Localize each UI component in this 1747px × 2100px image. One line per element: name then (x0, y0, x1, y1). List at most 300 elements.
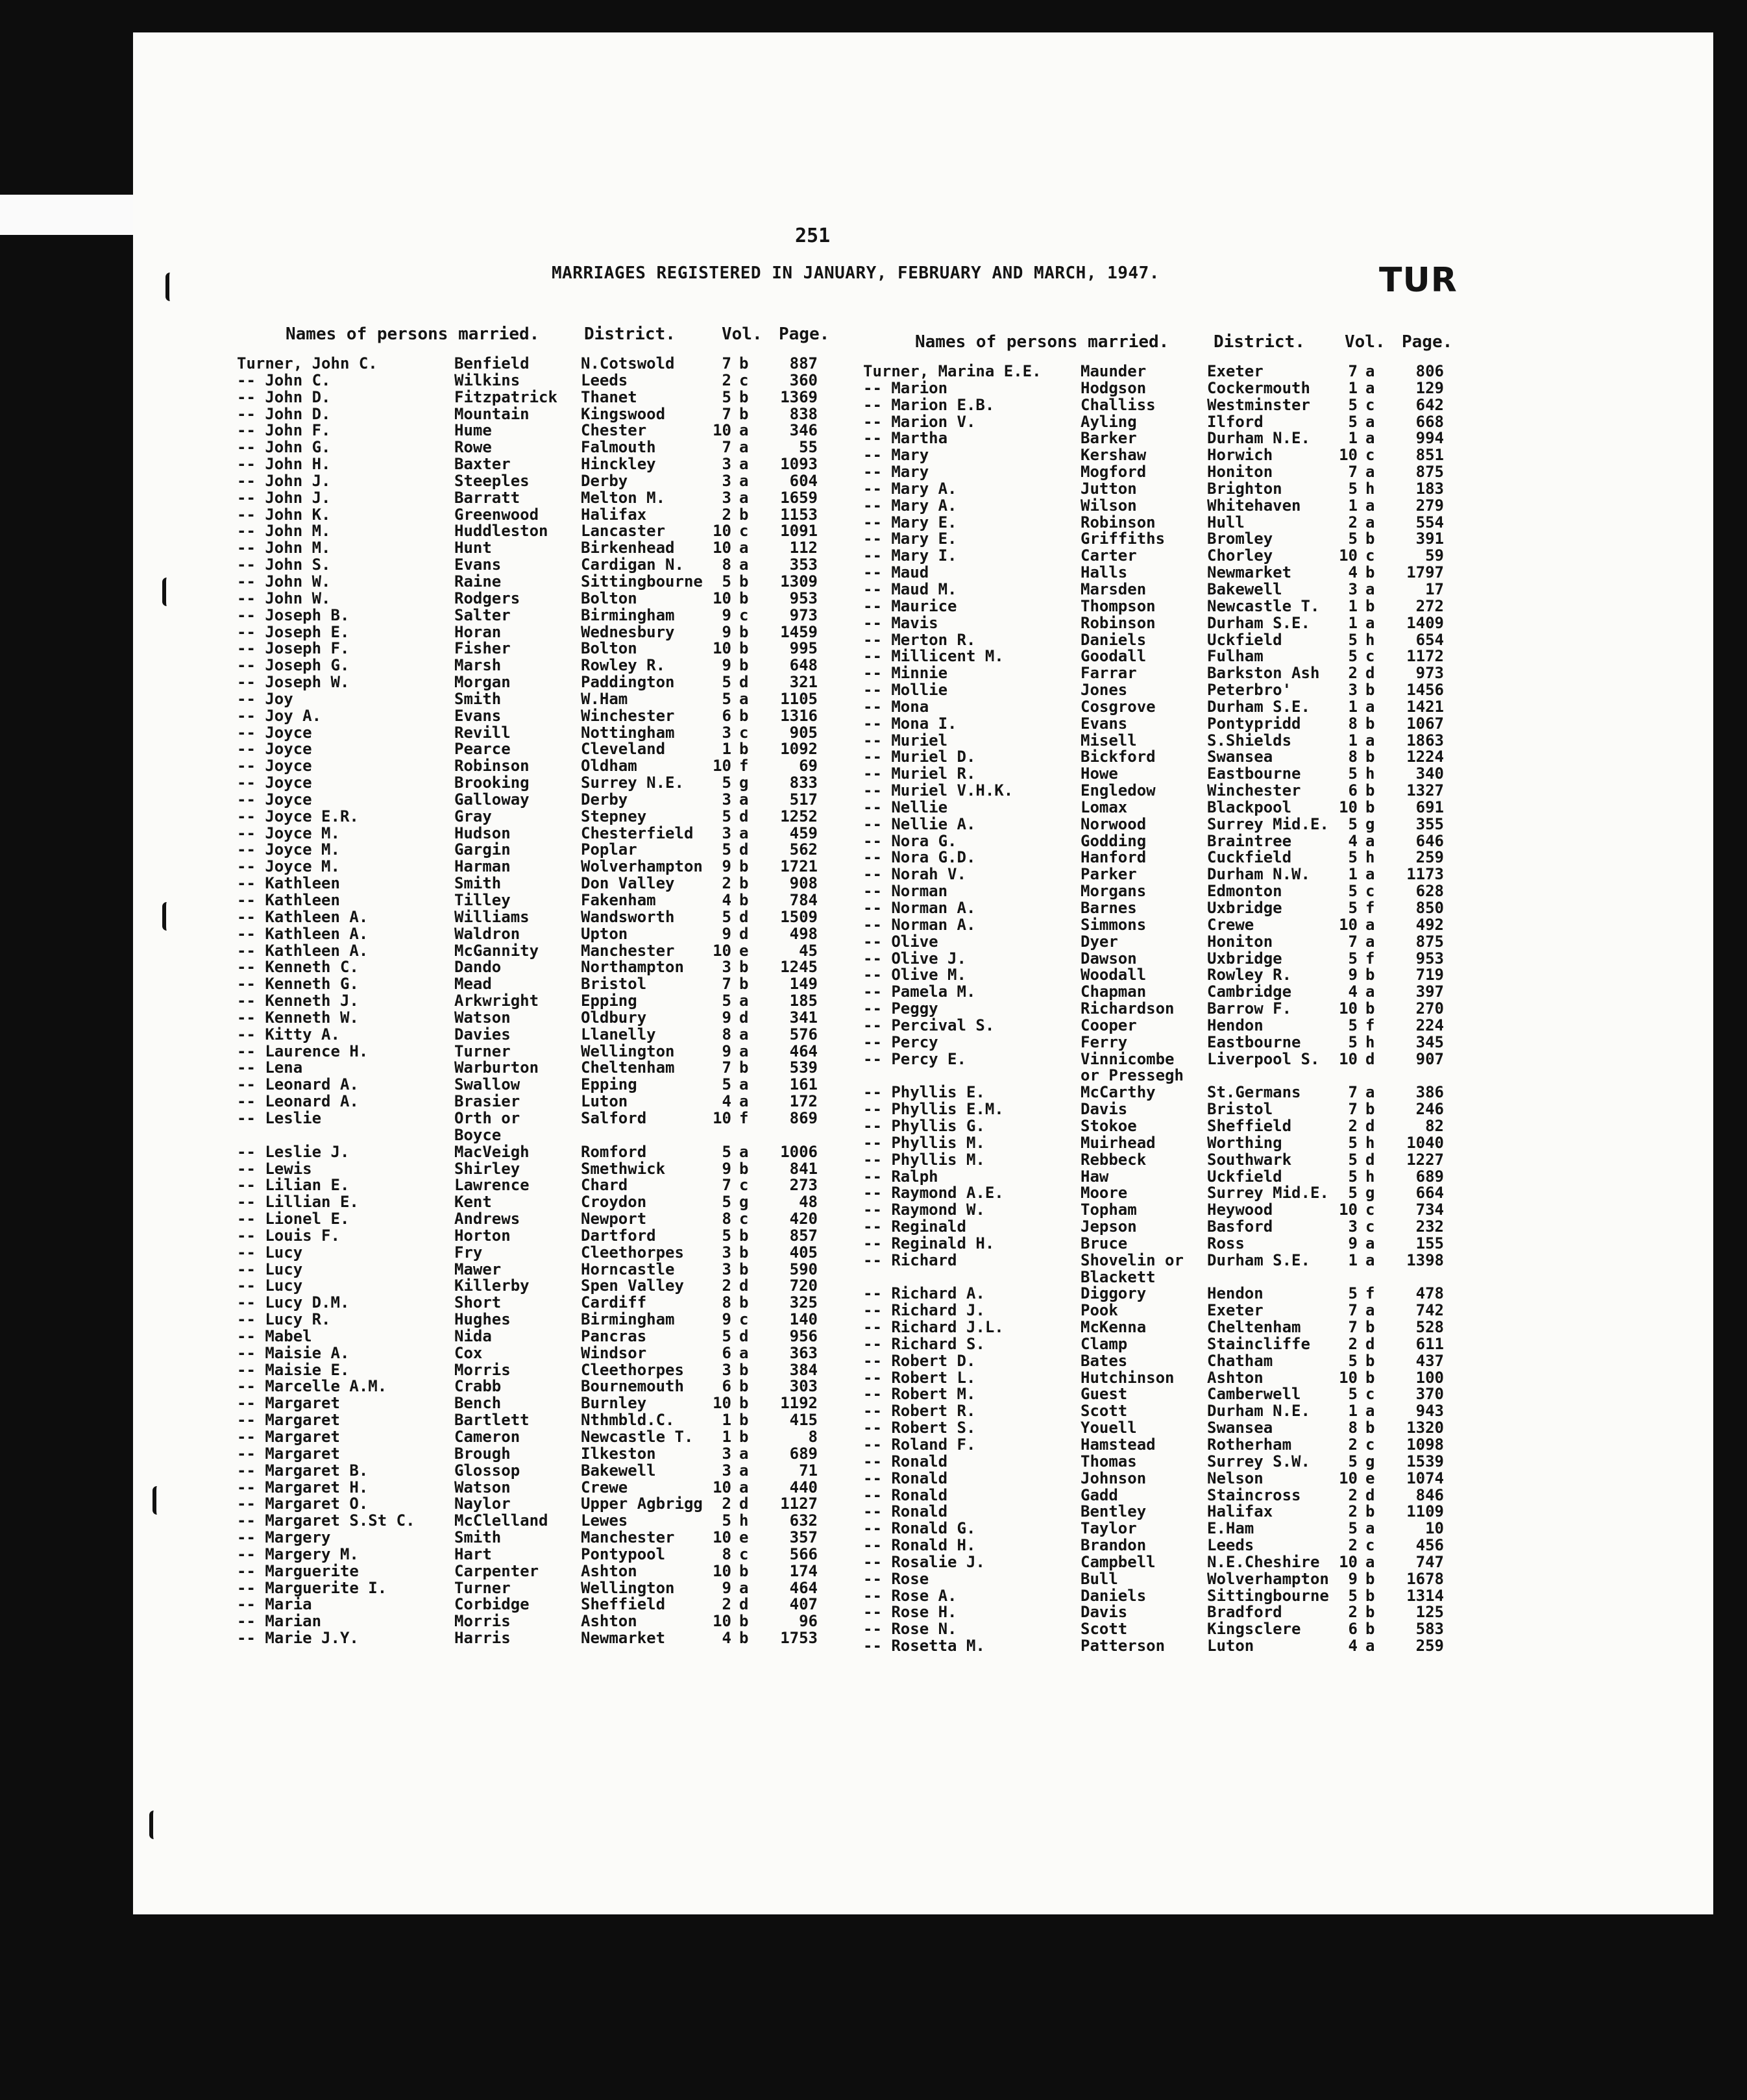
spouse-surname: Tilley (454, 891, 511, 909)
binder-hole-mark (153, 1486, 165, 1515)
page-ref: 17 (1425, 580, 1444, 598)
spouse-surname: Vinnicombe (1081, 1049, 1175, 1068)
district: Ilkeston (581, 1444, 656, 1463)
entry-name: -- Margaret (237, 1394, 340, 1413)
page-ref: 995 (789, 639, 818, 658)
volume-part: a (1365, 1519, 1375, 1538)
volume-part: a (1365, 731, 1375, 750)
volume-part: a (1365, 362, 1375, 380)
page-ref: 691 (1415, 798, 1444, 816)
spouse-surname: Challiss (1081, 395, 1156, 414)
spouse-surname: Fitzpatrick (454, 387, 557, 406)
spouse-surname: Jutton (1081, 479, 1137, 498)
volume: 5 (1348, 848, 1358, 867)
spouse-surname: Morgan (454, 673, 511, 692)
district: Oldbury (581, 1008, 647, 1027)
district: Hull (1207, 513, 1245, 531)
entry-name: -- Joyce (237, 790, 312, 809)
page-ref: 407 (789, 1595, 818, 1614)
page-ref: 611 (1415, 1334, 1444, 1353)
volume-part: d (1365, 664, 1375, 683)
district: Chester (581, 421, 647, 440)
volume: 5 (1348, 814, 1358, 833)
spouse-surname: Ayling (1081, 412, 1137, 431)
volume: 9 (722, 1578, 731, 1597)
entry-name: -- Margaret O. (237, 1495, 369, 1513)
page-ref: 341 (789, 1008, 818, 1027)
page-ref: 604 (789, 471, 818, 490)
district: Derby (581, 790, 628, 809)
spouse-surname: Mead (454, 975, 492, 994)
district: Durham S.E. (1207, 1251, 1310, 1269)
spouse-surname: Hunt (454, 539, 492, 557)
page-ref: 386 (1415, 1083, 1444, 1102)
volume: 2 (1348, 1485, 1358, 1504)
volume: 8 (722, 1544, 731, 1563)
spouse-surname: Horan (454, 622, 502, 641)
district: Wolverhampton (581, 857, 703, 876)
volume-part: a (1365, 1402, 1375, 1421)
volume: 8 (1348, 1419, 1358, 1437)
entry-name: -- Mona (863, 697, 929, 716)
page-ref: 82 (1425, 1116, 1444, 1135)
volume-part: d (739, 840, 749, 859)
volume: 5 (722, 1326, 731, 1345)
page-ref: 838 (789, 404, 818, 423)
entry-name: -- Phyllis M. (863, 1133, 985, 1152)
district: Uckfield (1207, 1167, 1282, 1186)
page-ref: 554 (1415, 513, 1444, 531)
page-ref: 1863 (1406, 731, 1444, 750)
entry-name: -- Raymond A.E. (863, 1184, 1004, 1203)
spouse-surname: Rodgers (454, 589, 520, 607)
page-ref: 1456 (1406, 681, 1444, 700)
entry-name: -- Lucy R. (237, 1310, 331, 1329)
page-ref: 943 (1415, 1402, 1444, 1421)
volume: 4 (1348, 983, 1358, 1001)
spouse-surname: Richardson (1081, 999, 1175, 1018)
volume-part: a (739, 1092, 749, 1111)
page-ref: 459 (789, 824, 818, 842)
volume: 2 (722, 1495, 731, 1513)
page-ref: 1678 (1406, 1569, 1444, 1588)
district: Salford (581, 1108, 647, 1127)
spouse-surname: Barker (1081, 429, 1137, 448)
volume: 9 (722, 1008, 731, 1027)
district: Durham N.E. (1207, 1402, 1310, 1421)
entry-name: -- Norman A. (863, 899, 976, 917)
volume-part: b (739, 1394, 749, 1413)
page-ref: 1040 (1406, 1133, 1444, 1152)
volume-part: g (1365, 814, 1375, 833)
district: Birmingham (581, 605, 675, 624)
binder-hole-mark (162, 578, 175, 606)
volume-part: b (739, 404, 749, 423)
volume: 10 (713, 1394, 731, 1413)
spouse-surname: Marsden (1081, 580, 1147, 598)
district: Brighton (1207, 479, 1282, 498)
entry-name: -- Richard (863, 1251, 957, 1269)
spouse-surname: Fry (454, 1243, 483, 1262)
page-ref: 279 (1415, 496, 1444, 515)
entry-name: -- Margaret (237, 1428, 340, 1446)
page-ref: 185 (789, 992, 818, 1010)
entry-name: -- Mary E. (863, 513, 957, 531)
page-ref: 1173 (1406, 865, 1444, 884)
district: Durham S.E. (1207, 613, 1310, 632)
volume: 6 (1348, 1620, 1358, 1639)
district: Newcastle T. (1207, 596, 1320, 615)
spouse-surname: Evans (454, 706, 502, 725)
volume: 3 (722, 824, 731, 842)
page-ref: 887 (789, 354, 818, 372)
entry-name: -- Kathleen (237, 891, 340, 909)
volume: 10 (713, 757, 731, 775)
page-ref: 664 (1415, 1184, 1444, 1203)
district: Leeds (581, 371, 628, 389)
volume-part: a (739, 556, 749, 574)
volume: 5 (1348, 899, 1358, 917)
page-ref: 125 (1415, 1603, 1444, 1622)
volume: 10 (713, 1108, 731, 1127)
volume: 2 (722, 371, 731, 389)
volume-part: a (739, 438, 749, 457)
volume-part: a (739, 992, 749, 1010)
page-ref: 370 (1415, 1385, 1444, 1404)
district: Llanelly (581, 1025, 656, 1044)
volume-part: f (1365, 949, 1375, 968)
volume: 3 (722, 1243, 731, 1262)
entry-name: -- John M. (237, 539, 331, 557)
volume: 5 (1348, 1385, 1358, 1404)
volume-part: a (739, 1461, 749, 1480)
volume: 10 (1339, 446, 1358, 465)
district: Cardiff (581, 1293, 647, 1312)
volume-part: a (1365, 1552, 1375, 1571)
volume-part: b (1365, 681, 1375, 700)
volume-part: d (739, 673, 749, 692)
volume: 5 (1348, 1150, 1358, 1169)
volume: 9 (722, 1310, 731, 1329)
entry-name: -- John D. (237, 387, 331, 406)
spouse-surname: Carter (1081, 546, 1137, 565)
page-ref: 246 (1415, 1100, 1444, 1119)
page-ref: 360 (789, 371, 818, 389)
spouse-surname: or Pressegh (1081, 1066, 1184, 1085)
entry-name: -- Joseph F. (237, 639, 350, 658)
spouse-surname: Maunder (1081, 362, 1147, 380)
entry-name: -- Muriel (863, 731, 948, 750)
volume: 4 (722, 1629, 731, 1648)
district: Chorley (1207, 546, 1273, 565)
page-ref: 1659 (780, 488, 818, 507)
volume: 8 (722, 1210, 731, 1228)
page-ref: 1098 (1406, 1435, 1444, 1454)
page-ref: 1320 (1406, 1419, 1444, 1437)
district: Lancaster (581, 522, 666, 541)
district: Upper Agbrigg (581, 1495, 703, 1513)
volume: 3 (1348, 1217, 1358, 1236)
entry-name: -- Marion (863, 378, 948, 397)
entry-name: -- Joyce (237, 757, 312, 775)
page-ref: 953 (789, 589, 818, 607)
spouse-surname: Thomas (1081, 1452, 1137, 1471)
district: Barkston Ash (1207, 664, 1320, 683)
volume: 8 (722, 1293, 731, 1312)
volume-part: h (739, 1511, 749, 1530)
volume-part: b (739, 1243, 749, 1262)
entry-name: -- Kenneth W. (237, 1008, 359, 1027)
district: Southwark (1207, 1150, 1292, 1169)
spouse-surname: Lawrence (454, 1176, 530, 1195)
entry-name: -- John C. (237, 371, 331, 389)
spouse-surname: Turner (454, 1578, 511, 1597)
entry-name: -- Joyce M. (237, 824, 340, 842)
spouse-surname: Boyce (454, 1125, 502, 1144)
page-ref: 1797 (1406, 563, 1444, 582)
entry-name: -- Merton R. (863, 630, 976, 649)
spouse-surname: Hutchinson (1081, 1368, 1175, 1387)
entry-name: -- Peggy (863, 999, 938, 1018)
district: Sittingbourne (1207, 1586, 1329, 1605)
district: Basford (1207, 1217, 1273, 1236)
district: Cockermouth (1207, 378, 1310, 397)
spouse-surname: Kershaw (1081, 446, 1147, 465)
volume-part: e (1365, 1469, 1375, 1487)
district: Derby (581, 471, 628, 490)
entry-name: -- Mavis (863, 613, 938, 632)
spouse-surname: Brough (454, 1444, 511, 1463)
spouse-surname: Taylor (1081, 1519, 1137, 1538)
volume: 5 (1348, 530, 1358, 548)
volume: 7 (722, 354, 731, 372)
spouse-surname: Hodgson (1081, 378, 1147, 397)
spouse-surname: Scott (1081, 1620, 1128, 1639)
district: Newport (581, 1210, 647, 1228)
entry-name: -- Phyllis E.M. (863, 1100, 1004, 1119)
district: Hendon (1207, 1016, 1264, 1034)
spouse-surname: Bartlett (454, 1411, 530, 1430)
spouse-surname: Thompson (1081, 596, 1156, 615)
volume-part: b (1365, 1368, 1375, 1387)
entry-name: -- Maisie E. (237, 1360, 350, 1379)
page-ref: 583 (1415, 1620, 1444, 1639)
district: Birkenhead (581, 539, 675, 557)
entry-name: -- Lena (237, 1058, 303, 1077)
spouse-surname: Smith (454, 1528, 502, 1547)
volume: 5 (1348, 479, 1358, 498)
volume: 6 (722, 1343, 731, 1362)
volume: 6 (722, 706, 731, 725)
district: Wandsworth (581, 907, 675, 926)
entry-name: -- Nellie (863, 798, 948, 816)
volume: 10 (713, 941, 731, 960)
entry-name: -- Mary I. (863, 546, 957, 565)
entry-name: -- John G. (237, 438, 331, 457)
volume-part: c (739, 522, 749, 541)
volume-part: a (739, 824, 749, 842)
spouse-surname: Diggory (1081, 1284, 1147, 1303)
spouse-surname: Rowe (454, 438, 492, 457)
page-ref: 1369 (780, 387, 818, 406)
entry-name: -- Leonard A. (237, 1075, 359, 1094)
spouse-surname: Corbidge (454, 1595, 530, 1614)
district: Burnley (581, 1394, 647, 1413)
page-ref: 875 (1415, 463, 1444, 482)
volume-part: g (1365, 1184, 1375, 1203)
volume-part: b (739, 1260, 749, 1278)
page-ref: 420 (789, 1210, 818, 1228)
entry-name: -- Kathleen A. (237, 924, 369, 943)
page-ref: 48 (799, 1193, 818, 1212)
district: Ilford (1207, 412, 1264, 431)
volume-part: a (739, 1075, 749, 1094)
volume-part: b (1365, 748, 1375, 766)
volume-part: h (1365, 1032, 1375, 1051)
entry-name: -- Joy A. (237, 706, 322, 725)
volume: 9 (722, 857, 731, 876)
entry-name: -- John F. (237, 421, 331, 440)
entry-name: -- Maud (863, 563, 929, 582)
page-ref: 905 (789, 723, 818, 742)
spouse-surname: Waldron (454, 924, 520, 943)
volume: 10 (713, 1612, 731, 1631)
district: Winchester (581, 706, 675, 725)
volume: 3 (722, 1444, 731, 1463)
volume: 9 (722, 1042, 731, 1060)
volume-part: a (739, 790, 749, 809)
district: Bristol (581, 975, 647, 994)
spouse-surname: Smith (454, 874, 502, 893)
entry-name: -- Norman (863, 882, 948, 901)
spouse-surname: Robinson (454, 757, 530, 775)
volume: 2 (1348, 513, 1358, 531)
spouse-surname: Killerby (454, 1276, 530, 1295)
page-ref: 96 (799, 1612, 818, 1631)
district: Luton (581, 1092, 628, 1111)
spouse-surname: Harris (454, 1629, 511, 1648)
page-ref: 841 (789, 1159, 818, 1178)
entry-name: Turner, John C. (237, 354, 378, 372)
spouse-surname: Benfield (454, 354, 530, 372)
page-ref: 71 (799, 1461, 818, 1480)
volume-part: b (1365, 1419, 1375, 1437)
volume: 1 (1348, 865, 1358, 884)
entry-name: -- Laurence H. (237, 1042, 369, 1060)
volume: 7 (1348, 463, 1358, 482)
page-ref: 161 (789, 1075, 818, 1094)
entry-name: -- Margery M. (237, 1544, 359, 1563)
page-ref: 437 (1415, 1351, 1444, 1370)
spouse-surname: Dawson (1081, 949, 1137, 968)
volume: 3 (722, 1260, 731, 1278)
volume: 7 (1348, 1100, 1358, 1119)
district: Nelson (1207, 1469, 1264, 1487)
district: Exeter (1207, 362, 1264, 380)
entry-name: -- Muriel R. (863, 764, 976, 783)
entry-name: -- Percival S. (863, 1016, 995, 1034)
page-ref: 363 (789, 1343, 818, 1362)
spouse-surname: Arkwright (454, 992, 539, 1010)
district: Liverpool S. (1207, 1049, 1320, 1068)
entry-name: -- Mary A. (863, 479, 957, 498)
page-ref: 55 (799, 438, 818, 457)
spouse-surname: Baxter (454, 455, 511, 474)
volume: 7 (722, 1176, 731, 1195)
page-ref: 259 (1415, 848, 1444, 867)
spouse-surname: Huddleston (454, 522, 548, 541)
page-ref: 391 (1415, 530, 1444, 548)
scanner-tab (0, 195, 133, 235)
spouse-surname: Godding (1081, 831, 1147, 850)
page-ref: 69 (799, 757, 818, 775)
district: Bolton (581, 589, 637, 607)
spouse-surname: Lomax (1081, 798, 1128, 816)
district: Lewes (581, 1511, 628, 1530)
spouse-surname: Hudson (454, 824, 511, 842)
district: Nottingham (581, 723, 675, 742)
district: Wellington (581, 1578, 675, 1597)
volume-part: b (739, 891, 749, 909)
spouse-surname: Salter (454, 605, 511, 624)
page-ref: 8 (808, 1428, 818, 1446)
page-ref: 273 (789, 1176, 818, 1195)
volume: 9 (722, 1159, 731, 1178)
spouse-surname: Engledow (1081, 781, 1156, 800)
volume-part: a (1365, 915, 1375, 934)
spouse-surname: Galloway (454, 790, 530, 809)
volume: 10 (1339, 798, 1358, 816)
entry-name: -- Ronald (863, 1485, 948, 1504)
page-ref: 689 (1415, 1167, 1444, 1186)
page-ref: 973 (789, 605, 818, 624)
volume-part: c (739, 1210, 749, 1228)
volume-part: d (739, 1326, 749, 1345)
page-ref: 1227 (1406, 1150, 1444, 1169)
spouse-surname: Blackett (1081, 1267, 1156, 1286)
volume-part: b (739, 387, 749, 406)
district: Durham N.W. (1207, 865, 1310, 884)
volume-part: a (1365, 513, 1375, 531)
volume: 1 (1348, 496, 1358, 515)
page-ref: 875 (1415, 932, 1444, 951)
spouse-surname: Fisher (454, 639, 511, 658)
entry-name: -- Ronald (863, 1502, 948, 1521)
volume-part: c (1365, 1385, 1375, 1404)
entry-name: -- Leonard A. (237, 1092, 359, 1111)
entry-name: -- Percy (863, 1032, 938, 1051)
district: Bromley (1207, 530, 1273, 548)
volume: 1 (1348, 1251, 1358, 1269)
entry-name: -- Margaret (237, 1444, 340, 1463)
entry-name: -- Joseph B. (237, 605, 350, 624)
page-ref: 654 (1415, 630, 1444, 649)
page-ref: 576 (789, 1025, 818, 1044)
page-ref: 1105 (780, 689, 818, 708)
spouse-surname: Topham (1081, 1201, 1137, 1219)
district: Falmouth (581, 438, 656, 457)
spouse-surname: Kent (454, 1193, 492, 1212)
volume-part: c (1365, 1201, 1375, 1219)
page-ref: 464 (789, 1042, 818, 1060)
binder-hole-mark (149, 1811, 162, 1839)
entry-name: -- Norah V. (863, 865, 966, 884)
entry-name: -- Marie J.Y. (237, 1629, 359, 1648)
page-ref: 719 (1415, 966, 1444, 984)
volume: 10 (713, 1561, 731, 1580)
volume: 8 (722, 1025, 731, 1044)
volume: 7 (1348, 1318, 1358, 1337)
